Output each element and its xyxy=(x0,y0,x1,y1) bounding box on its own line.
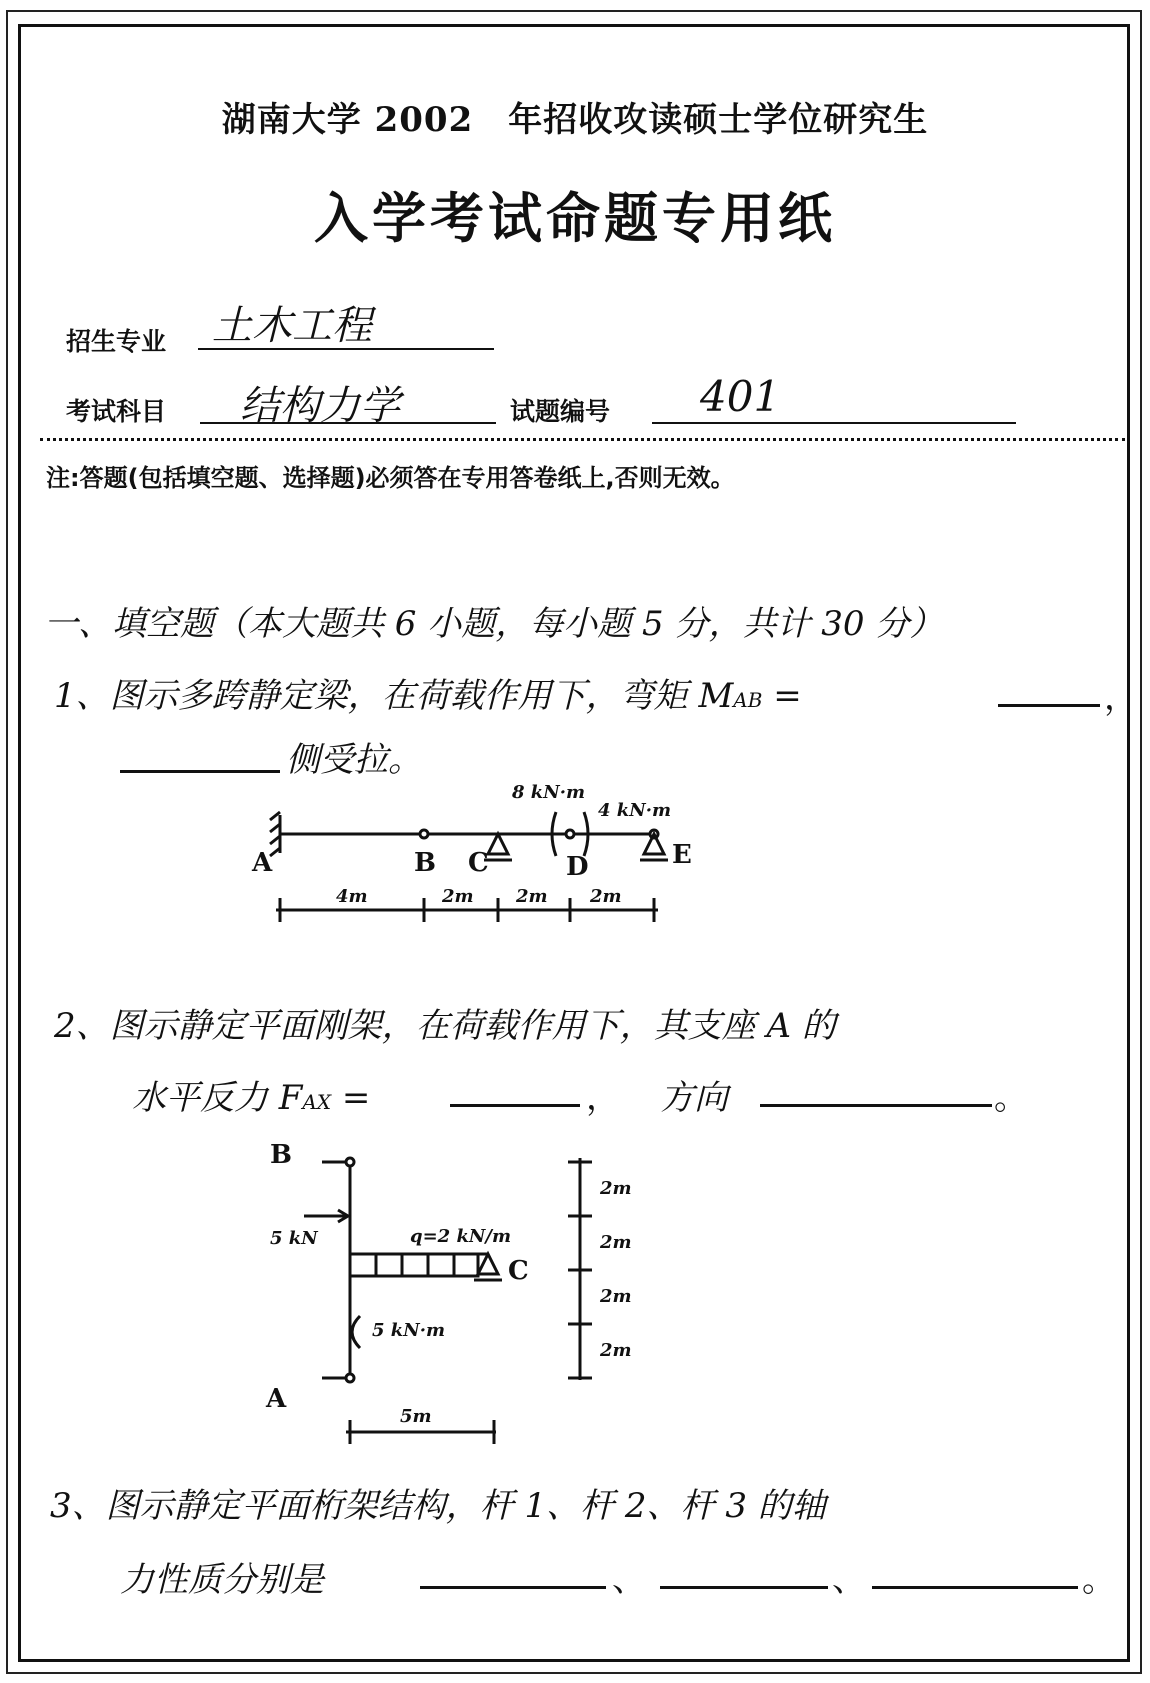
q2-equals: = xyxy=(341,1078,371,1118)
q3-sep-1: 、 xyxy=(612,1560,646,1600)
q2-height-2: 2m xyxy=(600,1232,632,1253)
q1-subscript: AB xyxy=(733,688,763,712)
code-value: 401 xyxy=(700,372,781,421)
q1-span-4: 2m xyxy=(590,886,622,907)
q2-subscript: AX xyxy=(302,1090,332,1114)
q2-height-3: 2m xyxy=(600,1286,632,1307)
section-1-title: 一、填空题（本大题共 6 小题，每小题 5 分，共计 30 分） xyxy=(44,604,944,644)
q2-period: 。 xyxy=(994,1078,1028,1118)
q3-blank-1 xyxy=(420,1586,606,1589)
q1-span-2: 2m xyxy=(442,886,474,907)
support-B xyxy=(346,1158,354,1166)
q1-line1: 1、图示多跨静定梁，在荷载作用下，弯矩 M xyxy=(54,676,734,716)
q3-period: 。 xyxy=(1082,1560,1116,1600)
distributed-load xyxy=(350,1254,478,1276)
q2-force: 5 kN xyxy=(270,1228,318,1249)
q2-moment: 5 kN·m xyxy=(372,1320,446,1341)
exam-header-line1: 湖南大学 2002 年招收攻读硕士学位研究生 xyxy=(221,100,929,140)
q1-span-3: 2m xyxy=(516,886,548,907)
q1-point-A: A xyxy=(252,848,273,878)
q3-line1: 3、图示静定平面桁架结构，杆 1、杆 2、杆 3 的轴 xyxy=(50,1486,826,1526)
q3-blank-3 xyxy=(872,1586,1078,1589)
q2-point-C: C xyxy=(508,1256,529,1286)
q1-moment-2: 4 kN·m xyxy=(598,800,672,821)
support-C xyxy=(478,1254,498,1274)
q1-moment-1: 8 kN·m xyxy=(512,782,586,803)
support-A xyxy=(346,1374,354,1382)
q1-line2: 侧受拉。 xyxy=(286,740,422,780)
q1-point-D: D xyxy=(566,852,589,882)
q2-line1: 2、图示静定平面刚架，在荷载作用下，其支座 A 的 xyxy=(54,1006,836,1046)
q2-comma: ， xyxy=(586,1078,620,1118)
subject-label: 考试科目 xyxy=(66,397,167,426)
q3-sep-2: 、 xyxy=(832,1560,866,1600)
exam-header-title: 入学考试命题专用纸 xyxy=(314,186,836,250)
q2-point-A: A xyxy=(266,1384,287,1414)
q3-line2: 力性质分别是 xyxy=(120,1560,324,1600)
q1-comma: ， xyxy=(1104,678,1138,718)
q1-point-E: E xyxy=(672,840,692,870)
q2-height-4: 2m xyxy=(600,1340,632,1361)
q1-equals: = xyxy=(773,676,802,716)
q2-height-1: 2m xyxy=(600,1178,632,1199)
answer-note: 注:答题(包括填空题、选择题)必须答在专用答卷纸上,否则无效。 xyxy=(46,464,735,492)
q1-point-C: C xyxy=(468,848,489,878)
code-label: 试题编号 xyxy=(510,397,611,426)
moment-5kNm xyxy=(352,1316,360,1348)
q2-line2a: 水平反力 F xyxy=(132,1078,303,1118)
q2-width: 5m xyxy=(400,1406,432,1427)
q3-blank-2 xyxy=(660,1586,828,1589)
q2-point-B: B xyxy=(270,1140,292,1170)
major-value: 土木工程 xyxy=(212,303,372,349)
q1-point-B: B xyxy=(414,848,436,878)
q2-direction-label: 方向 xyxy=(660,1078,728,1118)
q1-span-1: 4m xyxy=(336,886,368,907)
subject-value: 结构力学 xyxy=(240,383,400,429)
q2-load: q=2 kN/m xyxy=(410,1226,512,1247)
major-label: 招生专业 xyxy=(66,327,167,356)
